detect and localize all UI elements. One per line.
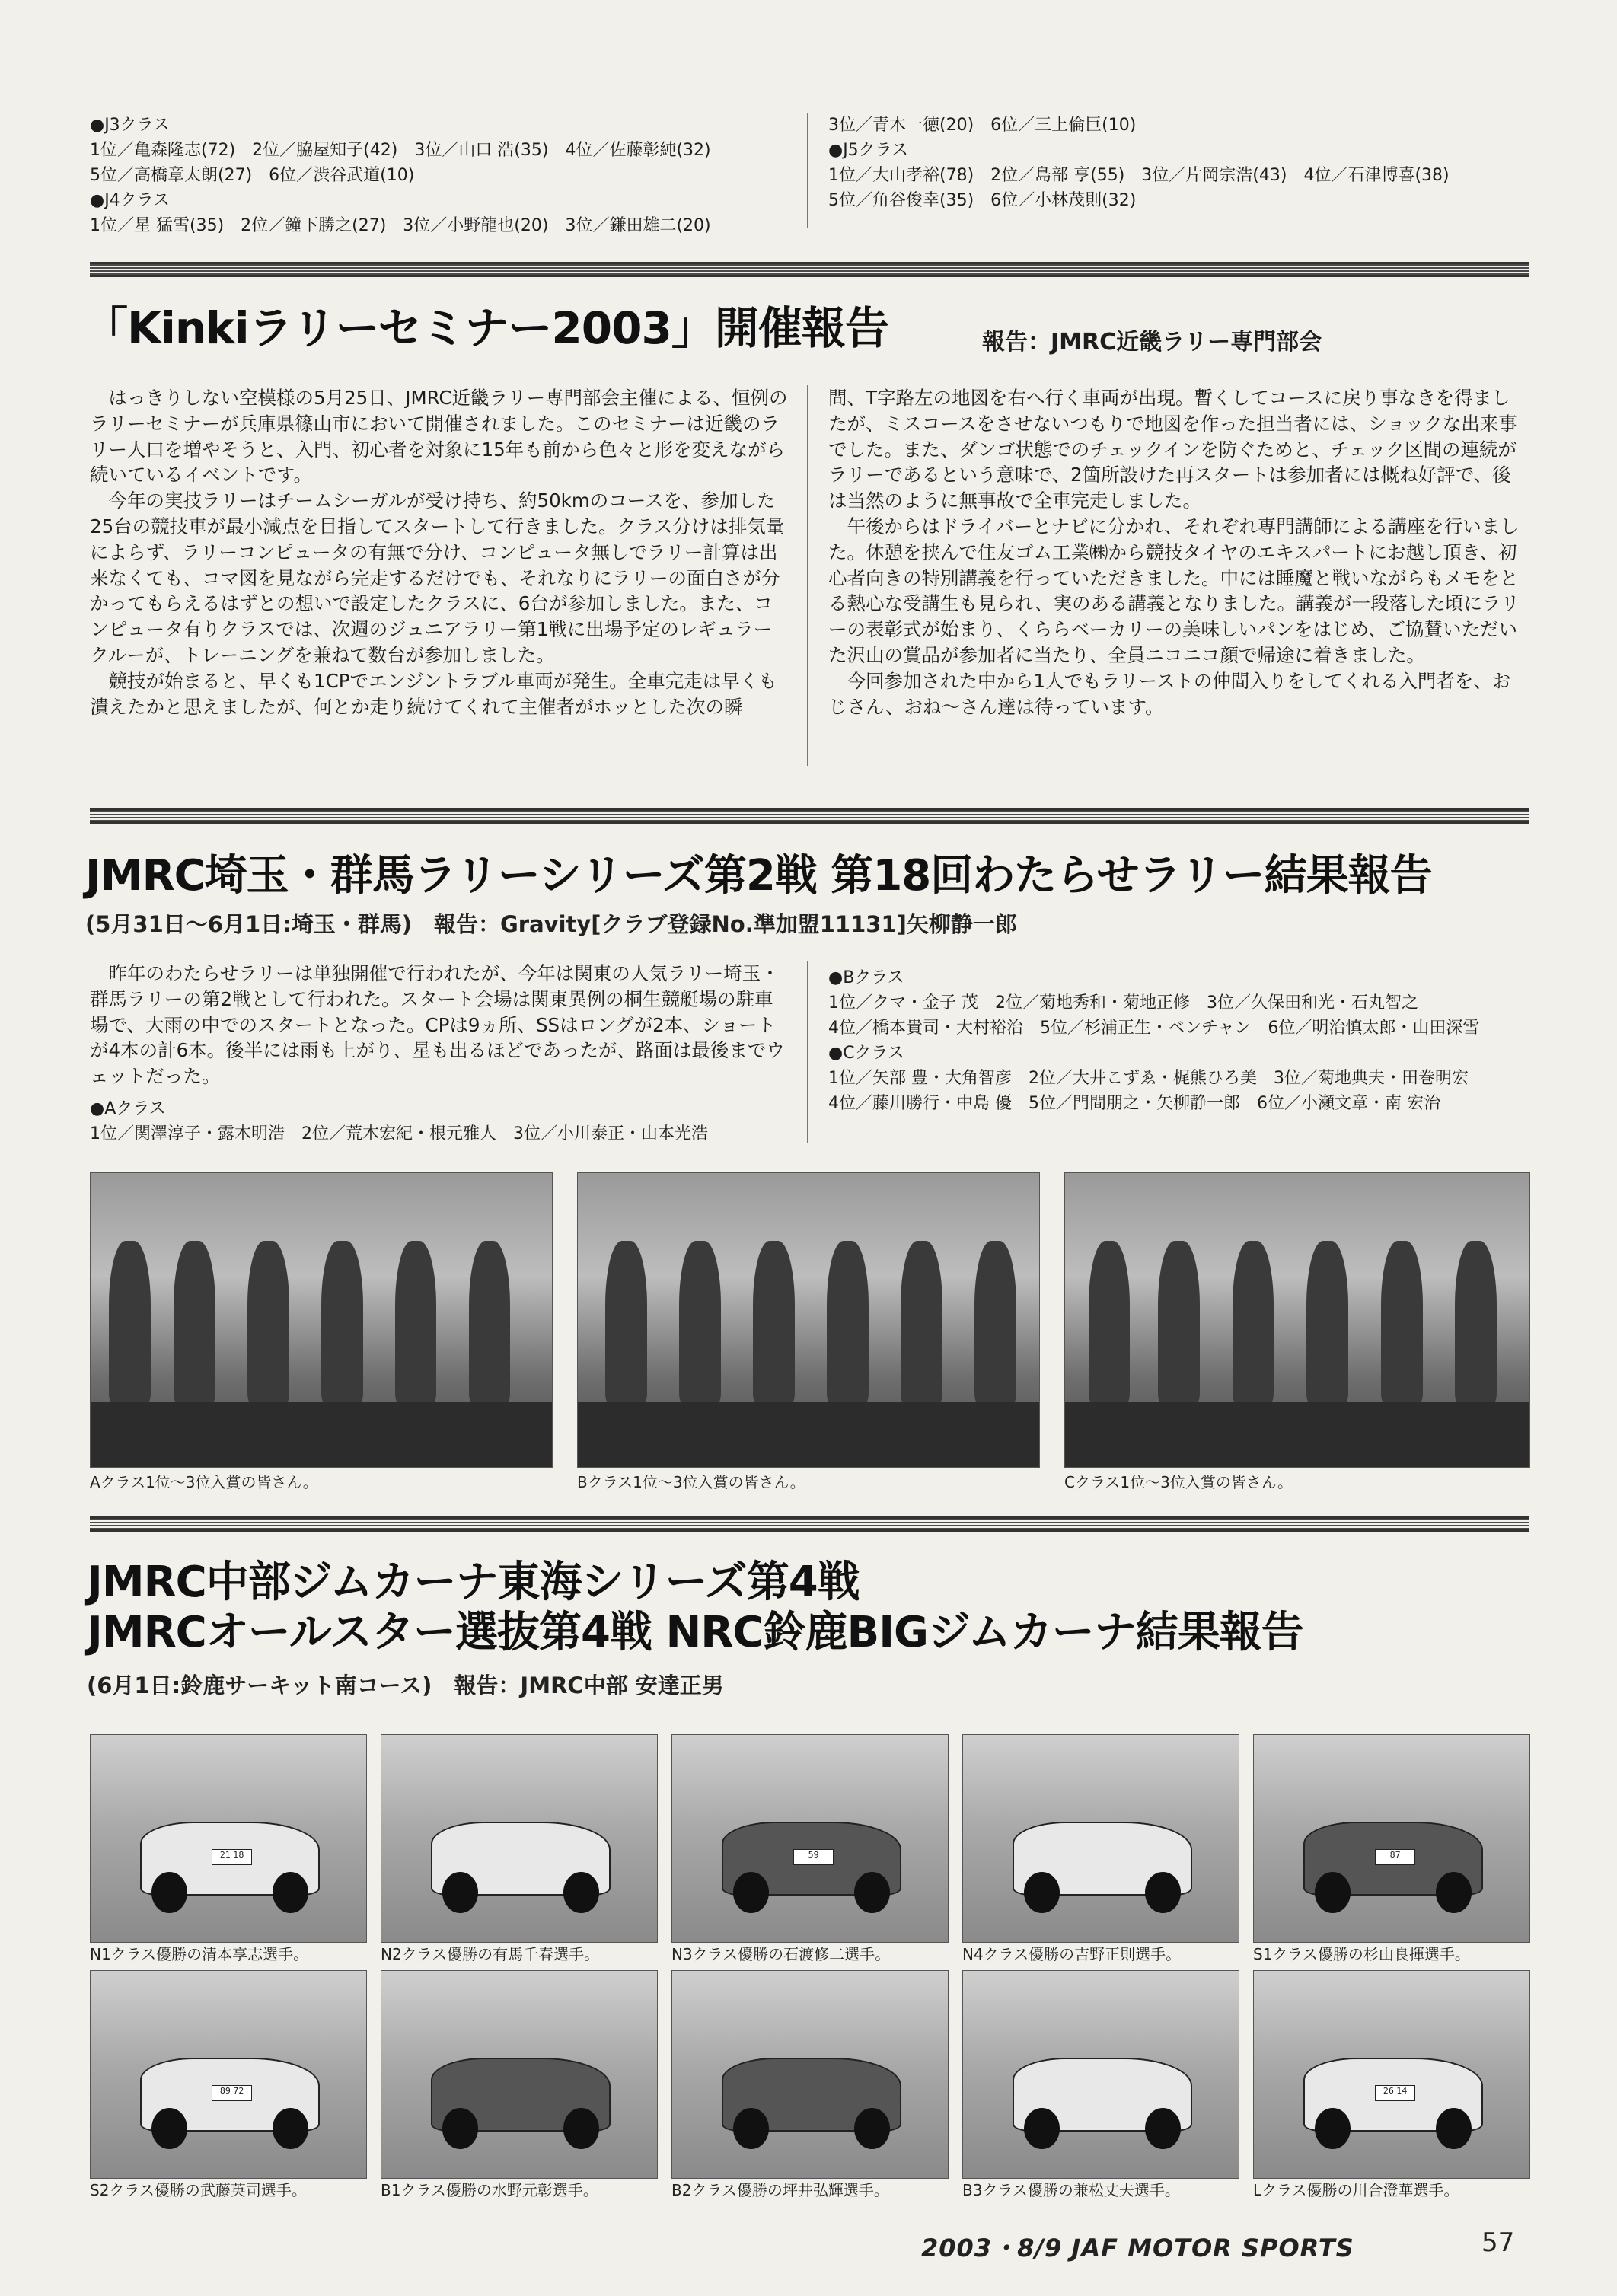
result-line: ●Cクラス xyxy=(828,1044,904,1063)
a-class-winners-photo xyxy=(90,1172,553,1468)
j5-results xyxy=(828,113,1529,213)
b1-winner-photo xyxy=(381,1970,658,2179)
photo-caption: B1クラス優勝の水野元彰選手。 xyxy=(381,2181,598,2199)
s2-winner-photo xyxy=(90,1970,367,2179)
watarase-title: JMRC埼玉・群馬ラリーシリーズ第2戦 第18回わたらせラリー結果報告 xyxy=(85,851,1432,901)
j3-j4-results xyxy=(90,113,790,238)
column-divider xyxy=(807,385,808,766)
photo-caption: B3クラス優勝の兼松丈夫選手。 xyxy=(962,2181,1180,2199)
chubu-title-line2: JMRCオールスター選抜第4戦 NRC鈴鹿BIGジムカーナ結果報告 xyxy=(87,1608,1303,1657)
section-rule xyxy=(90,808,1529,824)
n2-winner-photo xyxy=(381,1734,658,1943)
section-rule xyxy=(90,1516,1529,1532)
race-number: 26 14 xyxy=(1375,2085,1415,2101)
photo-caption: Aクラス1位～3位入賞の皆さん。 xyxy=(90,1473,318,1491)
result-line: 1位／大山孝裕(78) 2位／島部 亨(55) 3位／片岡宗浩(43) 4位／石津博喜(38) xyxy=(828,166,1450,185)
paragraph: 間、T字路左の地図を右へ行く車両が出現。暫くしてコースに戻り事なきを得ましたが、ミスコースをさせないつもりで地図を作った担当者には、ショックな出来事でした。また、ダンゴ状態でのチェックインを防ぐためと、チェック区間の連続がラリーであるという意味で、2箇所設けた再スタートは参加者には概ね好評で、後は当然のように無事故で全車完走しました。 xyxy=(828,387,1517,512)
n1-winner-photo xyxy=(90,1734,367,1943)
paragraph: 今回参加された中から1人でもラリーストの仲間入りをしてくれる入門者を、おじさん、おね～さん達は待っています。 xyxy=(828,669,1511,718)
section-rule xyxy=(90,262,1529,277)
kinki-title: 「Kinkiラリーセミナー2003」開催報告 xyxy=(84,302,888,354)
c-class-winners-photo xyxy=(1064,1172,1530,1468)
kinki-reporter: 報告：JMRC近畿ラリー専門部会 xyxy=(982,329,1322,356)
result-line: 1位／矢部 豊・大角智彦 2位／大井こずゑ・梶熊ひろ美 3位／菊地典夫・田巻明宏 xyxy=(828,1069,1469,1088)
paragraph: 今年の実技ラリーはチームシーガルが受け持ち、約50kmのコースを、参加した25台の競技車が最小減点を目指してスタートして行きました。クラス分けは排気量によらず、ラリーコンピュータの有無で分け、コンピュータ無しでラリー計算は出来なくても、コマ図を見ながら完走するだけでも、それなりにラリーの面白さが分かってもらえるはずとの想いで設定したクラスに、6台が参加しました。また、コンピュータ有りクラスでは、次週のジュニアラリー第1戦に出場予定のレギュラークルーが、トレーニングを兼ねて数台が参加しました。 xyxy=(90,489,785,666)
result-line: ●Aクラス xyxy=(90,1099,166,1118)
result-line: 5位／高橋章太朗(27) 6位／渋谷武道(10) xyxy=(90,166,415,185)
kinki-column-left xyxy=(90,385,790,719)
photo-caption: S1クラス優勝の杉山良揮選手。 xyxy=(1253,1945,1470,1963)
result-line: 1位／星 猛雪(35) 2位／鐘下勝之(27) 3位／小野龍也(20) 3位／鎌田雄二(20) xyxy=(90,216,711,235)
photo-caption: S2クラス優勝の武藤英司選手。 xyxy=(90,2181,307,2199)
page-number: 57 xyxy=(1481,2227,1515,2258)
photo-caption: Cクラス1位～3位入賞の皆さん。 xyxy=(1064,1473,1293,1491)
paragraph: 競技が始まると、早くも1CPでエンジントラブル車両が発生。全車完走は早くも潰えたかと思えましたが、何とか走り続けてくれて主催者がホッとした次の瞬 xyxy=(90,669,777,718)
result-line: ●J5クラス xyxy=(828,141,909,160)
photo-caption: N3クラス優勝の石渡修二選手。 xyxy=(671,1945,891,1963)
race-number: 21 18 xyxy=(212,1849,252,1865)
result-line: 5位／角谷俊幸(35) 6位／小林茂則(32) xyxy=(828,191,1137,210)
column-divider xyxy=(807,113,808,228)
result-line: ●Bクラス xyxy=(828,968,904,987)
race-number: 59 xyxy=(793,1849,834,1865)
result-line: 1位／クマ・金子 茂 2位／菊地秀和・菊地正修 3位／久保田和光・石丸智之 xyxy=(828,993,1418,1012)
b2-winner-photo xyxy=(671,1970,949,2179)
result-line: 4位／藤川勝行・中島 優 5位／門間朋之・矢柳静一郎 6位／小瀬文章・南 宏治 xyxy=(828,1094,1440,1113)
paragraph: はっきりしない空模様の5月25日、JMRC近畿ラリー専門部会主催による、恒例のラリーセミナーが兵庫県篠山市において開催されました。このセミナーは近畿のラリー人口を増やそうと、入門、初心者を対象に15年も前から色々と形を変えながら続いているイベントです。 xyxy=(90,387,788,486)
result-line: ●J4クラス xyxy=(90,191,171,210)
n4-winner-photo xyxy=(962,1734,1239,1943)
photo-caption: N4クラス優勝の吉野正則選手。 xyxy=(962,1945,1182,1963)
photo-caption: N2クラス優勝の有馬千春選手。 xyxy=(381,1945,600,1963)
magazine-footer: 2003・8/9 JAF MOTOR SPORTS xyxy=(921,2234,1354,2263)
race-number: 87 xyxy=(1375,1849,1415,1865)
photo-caption: Bクラス1位～3位入賞の皆さん。 xyxy=(577,1473,805,1491)
photo-caption: B2クラス優勝の坪井弘輝選手。 xyxy=(671,2181,889,2199)
paragraph: 午後からはドライバーとナビに分かれ、それぞれ専門講師による講座を行いました。休憩を挟んで住友ゴム工業㈱から競技タイヤのエキスパートにお越し頂き、初心者向きの特別講義を行っていただきました。中には睡魔と戦いながらもメモをとる熱心な受講生も見られ、実のある講義となりました。講義が一段落した頃にラリーの表彰式が始まり、くららベーカリーの美味しいパンをはじめ、ご協賛いただいた沢山の賞品が参加者に当たり、全員ニコニコ顔で帰途に着きました。 xyxy=(828,515,1520,666)
result-line: ●J3クラス xyxy=(90,116,171,135)
photo-caption: Lクラス優勝の川合澄華選手。 xyxy=(1253,2181,1459,2199)
chubu-title-line1: JMRC中部ジムカーナ東海シリーズ第4戦 xyxy=(87,1558,860,1607)
race-number: 89 72 xyxy=(212,2085,252,2101)
bc-class-results xyxy=(828,965,1529,1116)
kinki-column-right xyxy=(828,385,1529,719)
watarase-intro xyxy=(90,961,790,1089)
n3-winner-photo xyxy=(671,1734,949,1943)
chubu-subtitle: (6月1日:鈴鹿サーキット南コース) 報告：JMRC中部 安達正男 xyxy=(87,1673,724,1698)
result-line: 3位／青木一徳(20) 6位／三上倫巨(10) xyxy=(828,116,1137,135)
photo-caption: N1クラス優勝の清本享志選手。 xyxy=(90,1945,309,1963)
l-winner-photo xyxy=(1253,1970,1530,2179)
b-class-winners-photo xyxy=(577,1172,1040,1468)
result-line: 1位／関澤淳子・露木明浩 2位／荒木宏紀・根元雅人 3位／小川泰正・山本光浩 xyxy=(90,1124,708,1143)
s1-winner-photo xyxy=(1253,1734,1530,1943)
paragraph: 昨年のわたらせラリーは単独開催で行われたが、今年は関東の人気ラリー埼玉・群馬ラリーの第2戦として行われた。スタート会場は関東異例の桐生競艇場の駐車場で、大雨の中でのスタートとなった。CPは9ヵ所、SSはロングが2本、ショートが4本の計6本。後半には雨も上がり、星も出るほどであったが、路面は最後までウェットだった。 xyxy=(90,962,785,1088)
a-class-results xyxy=(90,1096,790,1146)
column-divider xyxy=(807,961,808,1143)
result-line: 1位／亀森隆志(72) 2位／脇屋知子(42) 3位／山口 浩(35) 4位／佐藤彰純(32) xyxy=(90,141,711,160)
b3-winner-photo xyxy=(962,1970,1239,2179)
result-line: 4位／橋本貴司・大村裕治 5位／杉浦正生・ベンチャン 6位／明治慎太郎・山田深雪 xyxy=(828,1019,1480,1038)
watarase-subtitle: (5月31日～6月1日:埼玉・群馬) 報告：Gravity[クラブ登録No.準加盟11131]矢柳静一郎 xyxy=(85,911,1017,937)
